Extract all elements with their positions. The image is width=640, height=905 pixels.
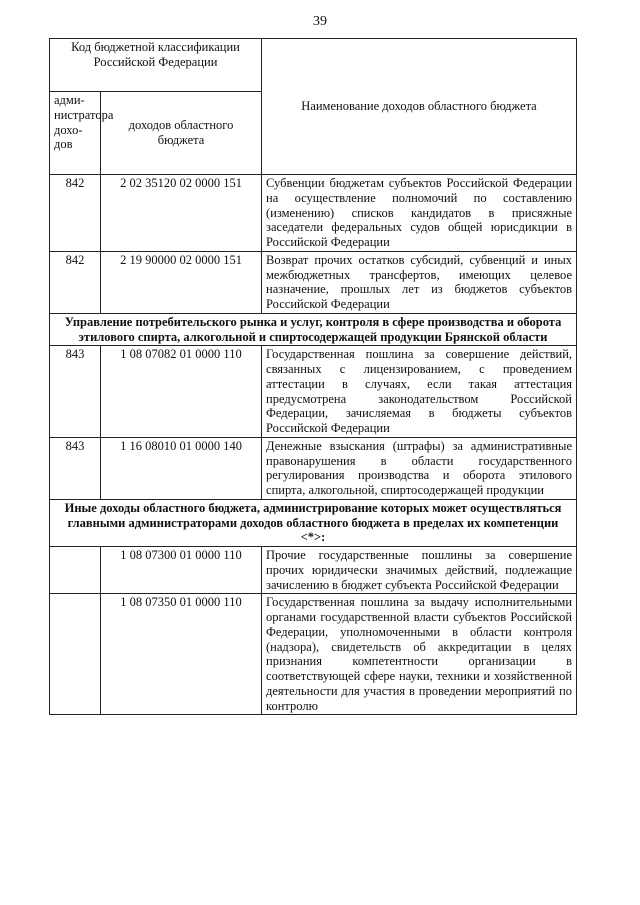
administrator-code <box>50 594 101 715</box>
administrator-code: 842 <box>50 251 101 313</box>
page-number: 39 <box>313 14 327 29</box>
income-name: Денежные взыскания (штрафы) за административные правонарушения в области государственного регулирования производства и оборота этилового спирта, алкогольной, спиртосодержащей продукции <box>262 437 577 499</box>
administrator-code: 843 <box>50 346 101 438</box>
income-code: 2 19 90000 02 0000 151 <box>101 251 262 313</box>
income-code: 1 16 08010 01 0000 140 <box>101 437 262 499</box>
income-code: 2 02 35120 02 0000 151 <box>101 175 262 252</box>
budget-income-table <box>49 38 577 715</box>
header-income-name: Наименование доходов областного бюджета <box>262 39 577 175</box>
income-code: 1 08 07300 01 0000 110 <box>101 547 262 594</box>
administrator-code: 842 <box>50 175 101 252</box>
income-name: Государственная пошлина за совершение действий, связанных с лицензированием, с проведением аттестации в случаях, если такая аттестация предусмотрена законодательством Российской Федерации, зачисляемая в бюджеты субъектов Российской Федерации <box>262 346 577 438</box>
income-name: Прочие государственные пошлины за совершение прочих юридически значимых действий, подлежащие зачислению в бюджет субъекта Российской Федерации <box>262 547 577 594</box>
income-code: 1 08 07350 01 0000 110 <box>101 594 262 715</box>
header-income-code: доходов областного бюджета <box>101 92 262 175</box>
section-header-row <box>50 499 577 546</box>
table-row <box>50 547 577 594</box>
income-code: 1 08 07082 01 0000 110 <box>101 346 262 438</box>
income-name: Возврат прочих остатков субсидий, субвенций и иных межбюджетных трансфертов, имеющих целевое назначение, прошлых лет из бюджетов субъектов Российской Федерации <box>262 251 577 313</box>
header-row-1 <box>50 39 577 92</box>
administrator-code <box>50 547 101 594</box>
table-row <box>50 437 577 499</box>
table-row <box>50 346 577 438</box>
section-header-row <box>50 313 577 346</box>
income-name: Субвенции бюджетам субъектов Российской Федерации на осуществление полномочий по составлению (изменению) списков кандидатов в присяжные заседатели федеральных судов общей юрисдикции в Российской Федерации <box>262 175 577 252</box>
income-name: Государственная пошлина за выдачу исполнительными органами государственной власти субъектов Российской Федерации, уполномоченными в области контроля (надзора), свидетельств об аккредитации в целях признания компетентности организации в соответствующей сфере науки, техники и хозяйственной деятельности для участия в проведении мероприятий по контролю <box>262 594 577 715</box>
table-row <box>50 251 577 313</box>
table-row <box>50 594 577 715</box>
administrator-code: 843 <box>50 437 101 499</box>
header-administrator: адми-нистратора дохо-дов <box>50 92 101 175</box>
section-title: Управление потребительского рынка и услуг, контроля в сфере производства и оборота этилового спирта, алкогольной и спиртосодержащей продукции Брянской области <box>50 313 577 346</box>
table-row <box>50 175 577 252</box>
table-body <box>50 39 577 715</box>
header-classification-code: Код бюджетной классификации Российской Федерации <box>50 39 262 92</box>
section-title: Иные доходы областного бюджета, администрирование которых может осуществляться главными администраторами доходов областного бюджета в пределах их компетенции <*>: <box>50 499 577 546</box>
